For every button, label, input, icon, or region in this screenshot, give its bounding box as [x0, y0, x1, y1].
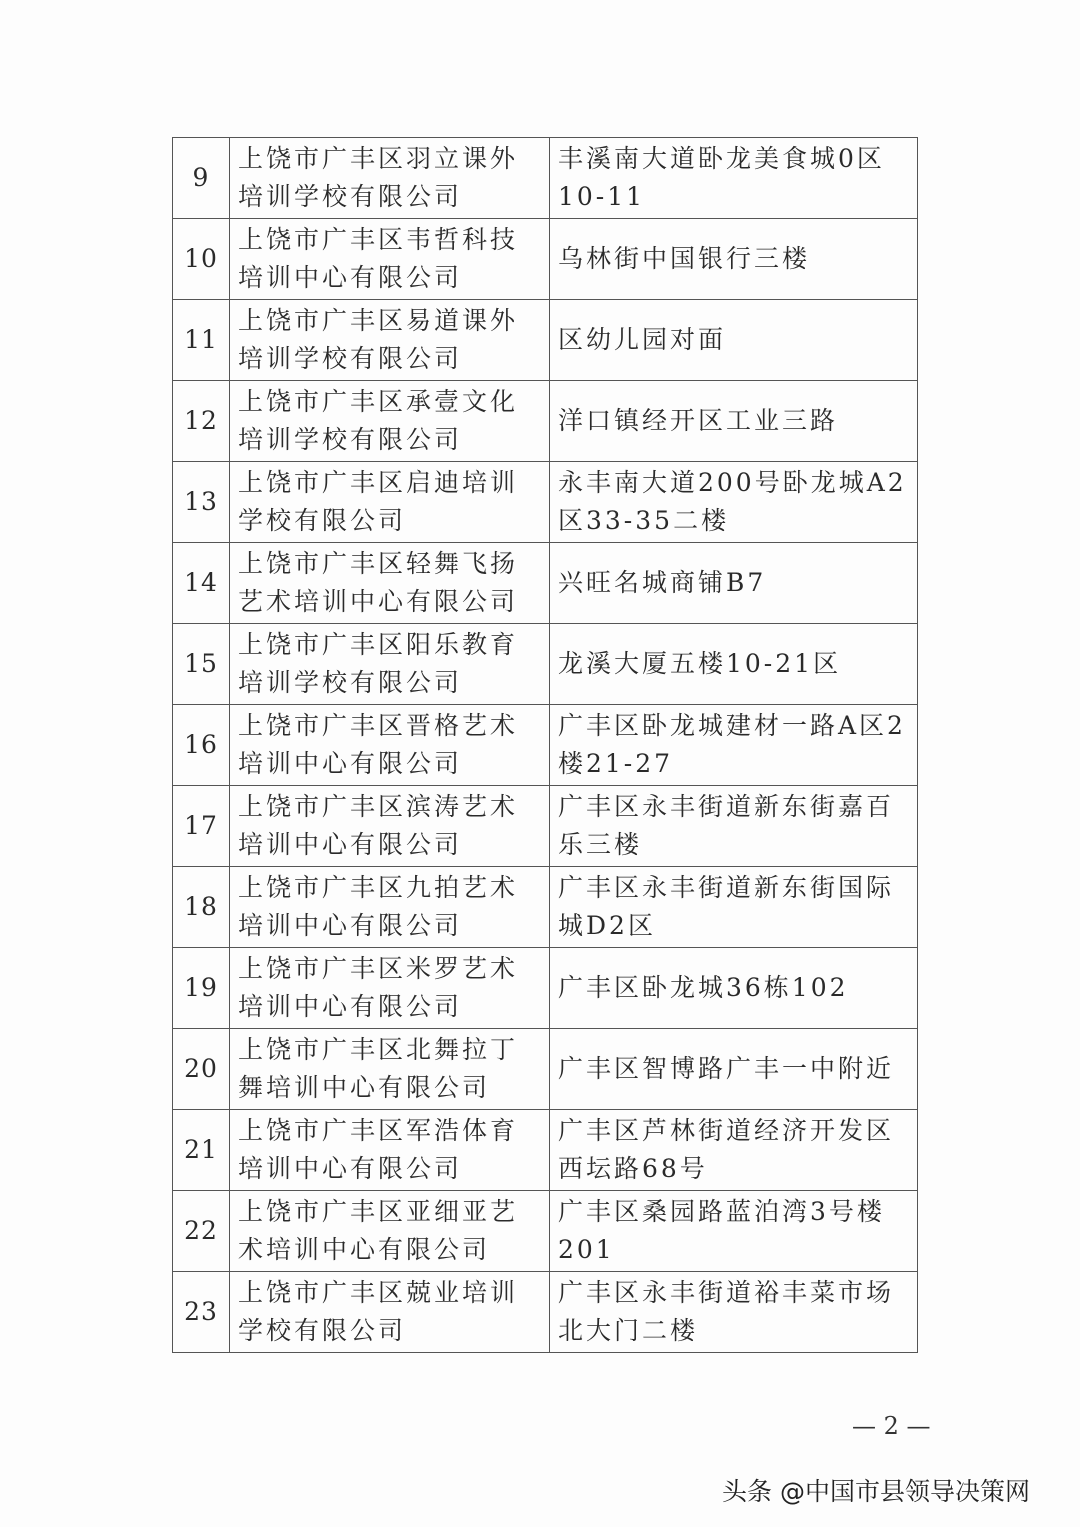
row-number: 14: [173, 543, 230, 624]
institution-name: 上饶市广丰区兢业培训学校有限公司: [230, 1272, 550, 1353]
institution-name: 上饶市广丰区羽立课外培训学校有限公司: [230, 138, 550, 219]
institution-name: 上饶市广丰区启迪培训学校有限公司: [230, 462, 550, 543]
table-row: [173, 948, 918, 1029]
institution-address: 龙溪大厦五楼10-21区: [550, 624, 918, 705]
institution-address: 广丰区智博路广丰一中附近: [550, 1029, 918, 1110]
institution-name: 上饶市广丰区承壹文化培训学校有限公司: [230, 381, 550, 462]
table-row: [173, 138, 918, 219]
table-row: [173, 300, 918, 381]
row-number: 11: [173, 300, 230, 381]
table-row: [173, 1191, 918, 1272]
row-number: 22: [173, 1191, 230, 1272]
table-row: [173, 543, 918, 624]
institution-name: 上饶市广丰区韦哲科技培训中心有限公司: [230, 219, 550, 300]
table-row: [173, 1110, 918, 1191]
institution-name: 上饶市广丰区滨涛艺术培训中心有限公司: [230, 786, 550, 867]
table-row: [173, 624, 918, 705]
institution-name: 上饶市广丰区军浩体育培训中心有限公司: [230, 1110, 550, 1191]
row-number: 21: [173, 1110, 230, 1191]
table-row: [173, 219, 918, 300]
table-row: [173, 381, 918, 462]
institution-address: 广丰区卧龙城36栋102: [550, 948, 918, 1029]
row-number: 19: [173, 948, 230, 1029]
institution-address: 广丰区卧龙城建材一路A区2楼21-27: [550, 705, 918, 786]
institution-address: 丰溪南大道卧龙美食城0区10-11: [550, 138, 918, 219]
institution-address: 广丰区永丰街道新东街国际城D2区: [550, 867, 918, 948]
institution-name: 上饶市广丰区易道课外培训学校有限公司: [230, 300, 550, 381]
watermark: 头条 @中国市县领导决策网: [722, 1477, 1030, 1506]
institution-address: 广丰区芦林街道经济开发区西坛路68号: [550, 1110, 918, 1191]
table-row: [173, 705, 918, 786]
institution-name: 上饶市广丰区九拍艺术培训中心有限公司: [230, 867, 550, 948]
row-number: 17: [173, 786, 230, 867]
row-number: 15: [173, 624, 230, 705]
institution-name: 上饶市广丰区米罗艺术培训中心有限公司: [230, 948, 550, 1029]
institution-address: 广丰区永丰街道裕丰菜市场北大门二楼: [550, 1272, 918, 1353]
institution-address: 区幼儿园对面: [550, 300, 918, 381]
row-number: 20: [173, 1029, 230, 1110]
row-number: 16: [173, 705, 230, 786]
institution-name: 上饶市广丰区晋格艺术培训中心有限公司: [230, 705, 550, 786]
table-row: [173, 1029, 918, 1110]
institution-name: 上饶市广丰区亚细亚艺术培训中心有限公司: [230, 1191, 550, 1272]
table-row: [173, 462, 918, 543]
table-row: [173, 867, 918, 948]
table-row: [173, 786, 918, 867]
row-number: 18: [173, 867, 230, 948]
institution-address: 洋口镇经开区工业三路: [550, 381, 918, 462]
page-number: — 2 —: [852, 1412, 931, 1440]
institution-address: 广丰区永丰街道新东街嘉百乐三楼: [550, 786, 918, 867]
row-number: 10: [173, 219, 230, 300]
institution-table: [172, 137, 918, 1353]
institution-address: 兴旺名城商铺B7: [550, 543, 918, 624]
table-row: [173, 1272, 918, 1353]
row-number: 9: [173, 138, 230, 219]
institution-name: 上饶市广丰区阳乐教育培训学校有限公司: [230, 624, 550, 705]
institution-address: 永丰南大道200号卧龙城A2区33-35二楼: [550, 462, 918, 543]
row-number: 23: [173, 1272, 230, 1353]
row-number: 13: [173, 462, 230, 543]
institution-address: 乌林街中国银行三楼: [550, 219, 918, 300]
institution-name: 上饶市广丰区轻舞飞扬艺术培训中心有限公司: [230, 543, 550, 624]
institution-address: 广丰区桑园路蓝泊湾3号楼201: [550, 1191, 918, 1272]
row-number: 12: [173, 381, 230, 462]
institution-name: 上饶市广丰区北舞拉丁舞培训中心有限公司: [230, 1029, 550, 1110]
